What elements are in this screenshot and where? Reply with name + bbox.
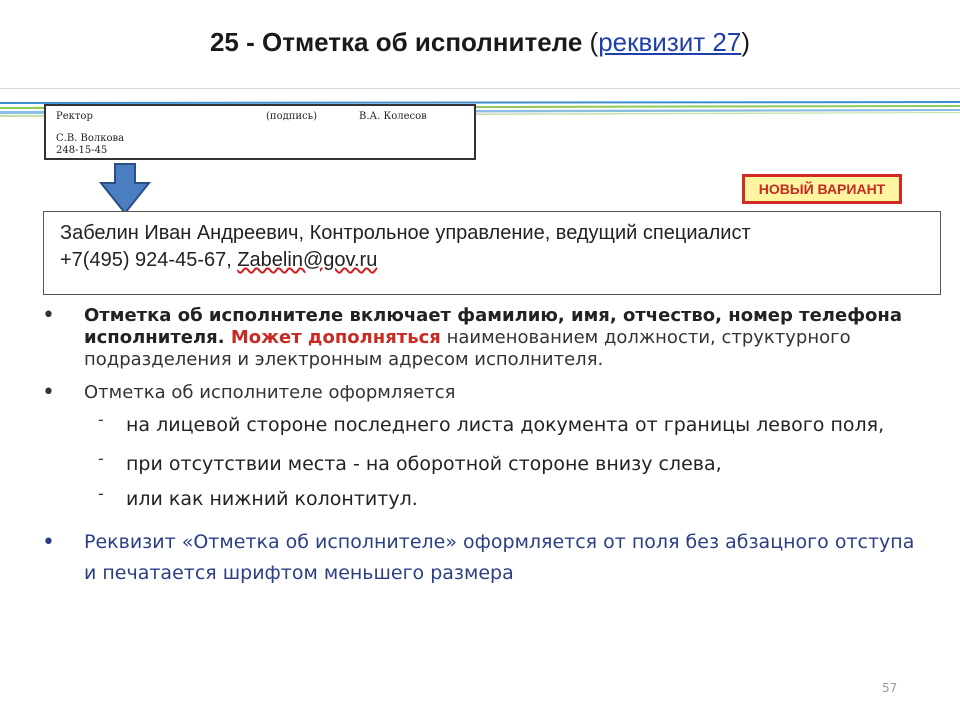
example-phone: +7(495) 924-45-67, bbox=[60, 249, 238, 271]
bullet-2-text: Отметка об исполнителе оформляется bbox=[84, 382, 456, 403]
down-arrow-icon bbox=[98, 163, 152, 215]
page-number: 57 bbox=[882, 681, 898, 695]
new-variant-badge: НОВЫЙ ВАРИАНТ bbox=[742, 174, 902, 204]
scan-position: Ректор bbox=[56, 111, 93, 122]
dash-icon: - bbox=[98, 449, 104, 468]
slide-title bbox=[0, 27, 960, 58]
example-line-1: Забелин Иван Андреевич, Контрольное управление, ведущий специалист bbox=[60, 222, 751, 244]
title-text: 25 - Отметка об исполнителе bbox=[209, 27, 583, 57]
sub-item bbox=[42, 449, 922, 480]
scan-phone: 248-15-45 bbox=[56, 145, 108, 156]
title-link[interactable]: реквизит 27 bbox=[598, 27, 742, 57]
title-divider bbox=[0, 88, 960, 89]
dash-icon: - bbox=[98, 410, 104, 429]
sub-item-text: при отсутствии места - на оборотной стороне внизу слева, bbox=[126, 453, 722, 475]
bullet-dot-icon: • bbox=[42, 530, 55, 555]
bullet-dot-icon: • bbox=[42, 380, 55, 405]
sub-item bbox=[42, 484, 922, 515]
scan-signature: (подпись) bbox=[266, 111, 318, 122]
scan-executor: С.В. Волкова bbox=[56, 133, 125, 144]
dash-icon: - bbox=[98, 484, 104, 503]
bullet-1-rest: наименованием должности, структурного подразделения и электронным адресом исполнителя. bbox=[84, 327, 851, 370]
bullet-1 bbox=[42, 305, 922, 371]
bullet-3 bbox=[42, 527, 922, 589]
bullet-1-highlight: Может дополняться bbox=[224, 327, 441, 348]
sub-item-text: на лицевой стороне последнего листа документа от границы левого поля, bbox=[126, 414, 885, 436]
scanned-signature-block bbox=[44, 104, 476, 160]
sub-item-text: или как нижний колонтитул. bbox=[126, 488, 418, 510]
scan-signer: В.А. Колесов bbox=[359, 111, 427, 122]
bullet-list bbox=[42, 305, 922, 589]
bullet-2 bbox=[42, 382, 922, 404]
example-line-2 bbox=[60, 249, 377, 272]
bullet-dot-icon: • bbox=[42, 303, 55, 328]
sub-item bbox=[42, 410, 922, 441]
example-email: Zabelin@gov.ru bbox=[237, 249, 378, 271]
bullet-1-bold: Отметка об исполнителе включает фамилию, имя, отчество, номер телефона исполнителя. bbox=[84, 305, 902, 348]
bullet-3-text: Реквизит «Отметка об исполнителе» оформляется от поля без абзацного отступа и печатается шрифтом меньшего размера bbox=[84, 531, 915, 584]
title-paren-close: ) bbox=[741, 27, 751, 57]
sub-list bbox=[42, 410, 922, 515]
example-frame bbox=[43, 211, 941, 295]
title-paren-open: ( bbox=[582, 27, 599, 57]
